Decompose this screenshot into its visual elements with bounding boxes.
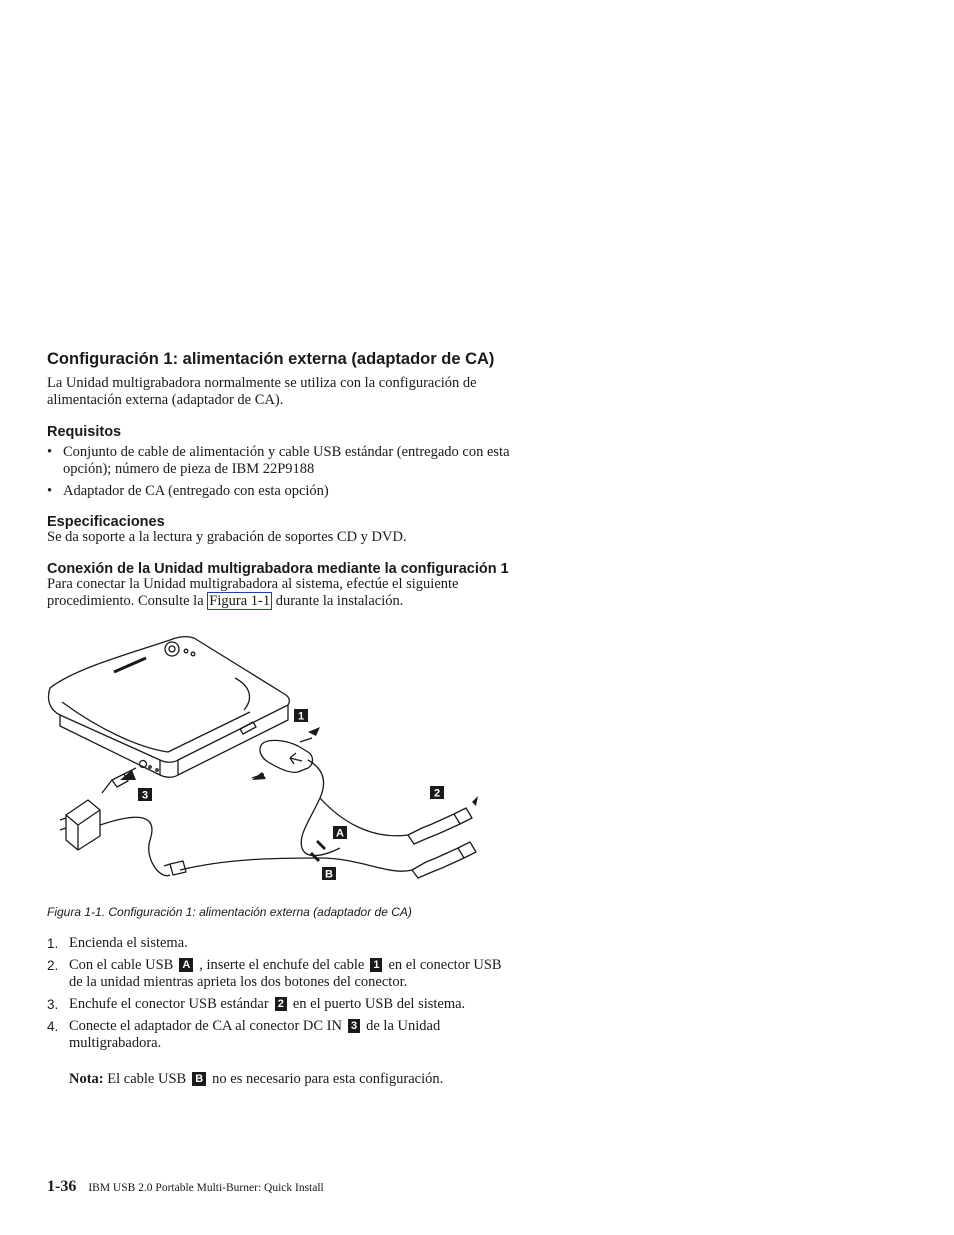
step-text: de la unidad mientras aprieta los dos botones del conector.: [69, 974, 408, 990]
figure-link[interactable]: Figura 1-1: [209, 593, 271, 609]
callout-badge: A: [179, 958, 193, 972]
figure-callout-2: 2: [433, 787, 441, 800]
list-item: [47, 483, 567, 500]
list-item-text: Adaptador de CA (entregado con esta opción): [63, 483, 329, 499]
callout-badge: 1: [370, 958, 382, 972]
usb-plug-2: [408, 814, 460, 844]
intro-paragraph: [47, 375, 477, 409]
page-footer: [47, 1178, 324, 1196]
step-text: en el puerto USB del sistema.: [292, 996, 466, 1012]
step-number: 3.: [47, 997, 59, 1012]
figure-callout-a: A: [336, 827, 344, 840]
step-number: 1.: [47, 936, 59, 951]
conexion-line-2-post: durante la instalación.: [275, 593, 404, 609]
figure-caption: Figura 1-1. Configuración 1: alimentación externa (adaptador de CA): [47, 905, 412, 919]
figure-illustration: [40, 630, 500, 895]
note-text: no es necesario para esta configuración.: [212, 1071, 444, 1087]
conexion-heading: Conexión de la Unidad multigrabadora mediante la configuración 1: [47, 561, 509, 577]
document-title: IBM USB 2.0 Portable Multi-Burner: Quick Install: [88, 1182, 324, 1194]
usb-plug-b: [412, 848, 464, 878]
note: [69, 1071, 443, 1088]
step-text: Conecte el adaptador de CA al conector DC IN: [69, 1018, 342, 1034]
step-number: 2.: [47, 958, 59, 973]
list-item-text: opción); número de pieza de IBM 22P9188: [63, 461, 315, 477]
step-number: 4.: [47, 1019, 59, 1034]
especificaciones-text: Se da soporte a la lectura y grabación de soportes CD y DVD.: [47, 529, 407, 545]
conexion-paragraph: [47, 576, 458, 610]
steps-list: [47, 935, 567, 1057]
cable-b: [180, 858, 412, 871]
page-number: 1-36: [47, 1178, 77, 1195]
callout-badge: 3: [348, 1019, 360, 1033]
step-text: en el conector USB: [388, 957, 502, 973]
list-item: [47, 957, 567, 991]
requisitos-list: [47, 444, 567, 500]
list-item-text: Conjunto de cable de alimentación y cable USB estándar (entregado con esta: [63, 444, 510, 460]
ac-adapter: [66, 800, 100, 850]
step-text: , inserte el enchufe del cable: [199, 957, 365, 973]
list-item: [47, 996, 567, 1013]
step-text: Encienda el sistema.: [69, 935, 188, 951]
list-item: [47, 1018, 567, 1052]
note-text: El cable USB: [107, 1071, 187, 1087]
figure-callout-b: B: [325, 868, 333, 881]
requisitos-heading: Requisitos: [47, 424, 122, 440]
figure-callout-3: 3: [141, 789, 149, 802]
step-text: Con el cable USB: [69, 957, 174, 973]
conexion-line-1: Para conectar la Unidad multigrabadora al sistema, efectúe el siguiente: [47, 576, 459, 592]
drive-cable-connector: [260, 740, 313, 772]
section-title: Configuración 1: alimentación externa (adaptador de CA): [47, 350, 495, 368]
step-text: de la Unidad: [366, 1018, 441, 1034]
intro-line-2: alimentación externa (adaptador de CA).: [47, 392, 284, 408]
intro-line-1: La Unidad multigrabadora normalmente se utiliza con la configuración de: [47, 375, 477, 391]
callout-badge: 2: [275, 997, 287, 1011]
list-item: [47, 444, 567, 478]
callout-badge: B: [192, 1072, 206, 1086]
step-text: Enchufe el conector USB estándar: [69, 996, 269, 1012]
conexion-line-2-pre: procedimiento. Consulte la: [47, 593, 204, 609]
list-item: [47, 935, 567, 952]
especificaciones-heading: Especificaciones: [47, 514, 165, 530]
step-text: multigrabadora.: [69, 1035, 162, 1051]
drive-front-edge: [60, 705, 288, 777]
note-label: Nota:: [69, 1071, 104, 1087]
figure-callout-1: 1: [297, 710, 305, 723]
